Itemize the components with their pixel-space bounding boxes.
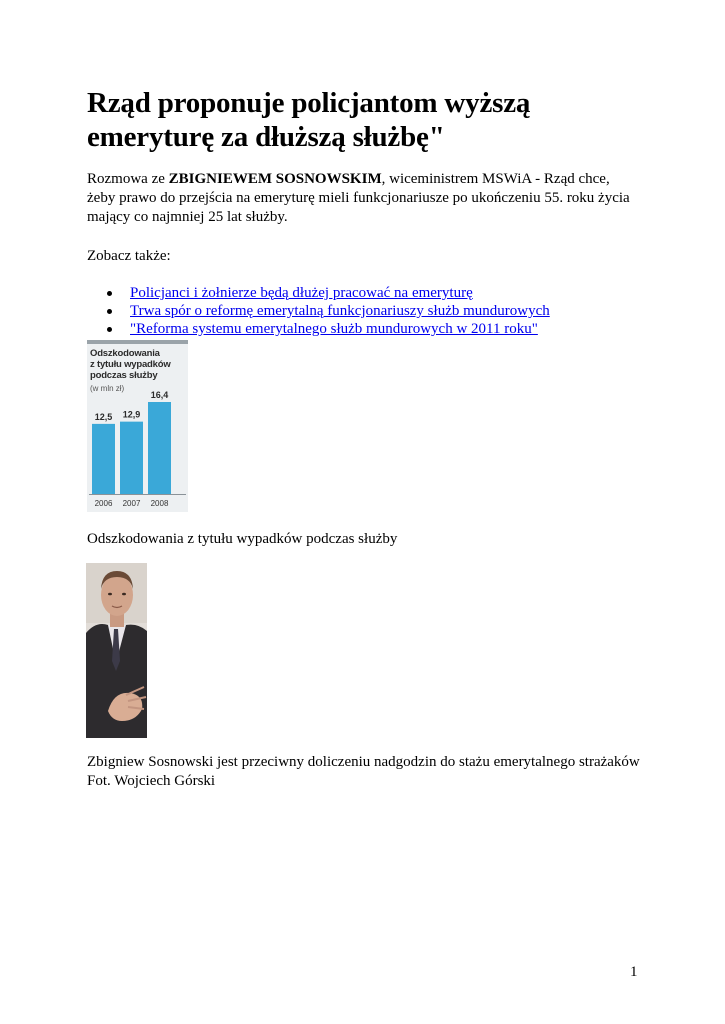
bar-value-label: 12,5 [94,411,113,422]
bullet-icon [107,291,112,296]
related-link-2[interactable]: Trwa spór o reformę emerytalną funkcjonariuszy służb mundurowych [130,303,550,319]
bar-value-label: 12,9 [122,409,141,420]
photo-credit: Fot. Wojciech Górski [87,773,216,789]
x-tick-label: 2006 [94,499,113,508]
bar-2008 [148,402,171,494]
interviewee-name: ZBIGNIEWEM SOSNOWSKIM [168,171,382,187]
chart-plot [87,340,188,512]
list-item [130,284,647,302]
lead-text: , wiceministrem MSWiA - Rząd chce, żeby prawo do przejścia na emeryturę mieli funkcjonariusze po ukończeniu 55. roku życia mający co najmniej 25 lat służby. [87,171,630,225]
bar-2007 [120,422,143,494]
chart-unit: (w mln zł) [90,384,125,393]
bullet-icon [107,327,112,332]
bar-value-label: 16,4 [150,390,169,400]
x-tick-label: 2008 [150,499,169,508]
article-title: Rząd proponuje policjantom wyższą emeryturę za dłuższą służbę" [87,87,531,153]
page-number: 1 [630,964,638,980]
related-link-1[interactable]: Policjanci i żołnierze będą dłużej pracować na emeryturę [130,285,473,301]
chart-title-line-3: podczas służby [90,370,158,381]
photo-caption [87,753,647,791]
portrait-photo [86,563,147,738]
bar-2006 [92,424,115,494]
portrait-image [86,563,147,738]
article-lead [87,170,637,227]
x-tick-label: 2007 [122,499,141,508]
list-item [130,302,647,320]
lead-prefix: Rozmowa ze [87,171,169,187]
bullet-icon [107,309,112,314]
see-also-label: Zobacz także: [87,248,171,264]
list-item [130,320,647,338]
compensation-chart [87,340,188,512]
chart-caption: Odszkodowania z tytułu wypadków podczas służby [87,531,398,547]
related-links-list [87,284,647,338]
chart-title-line-2: z tytułu wypadków [90,359,171,370]
photo-caption-text: Zbigniew Sosnowski jest przeciwny doliczeniu nadgodzin do stażu emerytalnego strażaków [87,754,640,770]
chart-title-line-1: Odszkodowania [90,348,160,359]
article [87,86,647,338]
related-link-3[interactable]: "Reforma systemu emerytalnego służb mundurowych w 2011 roku" [130,321,538,337]
